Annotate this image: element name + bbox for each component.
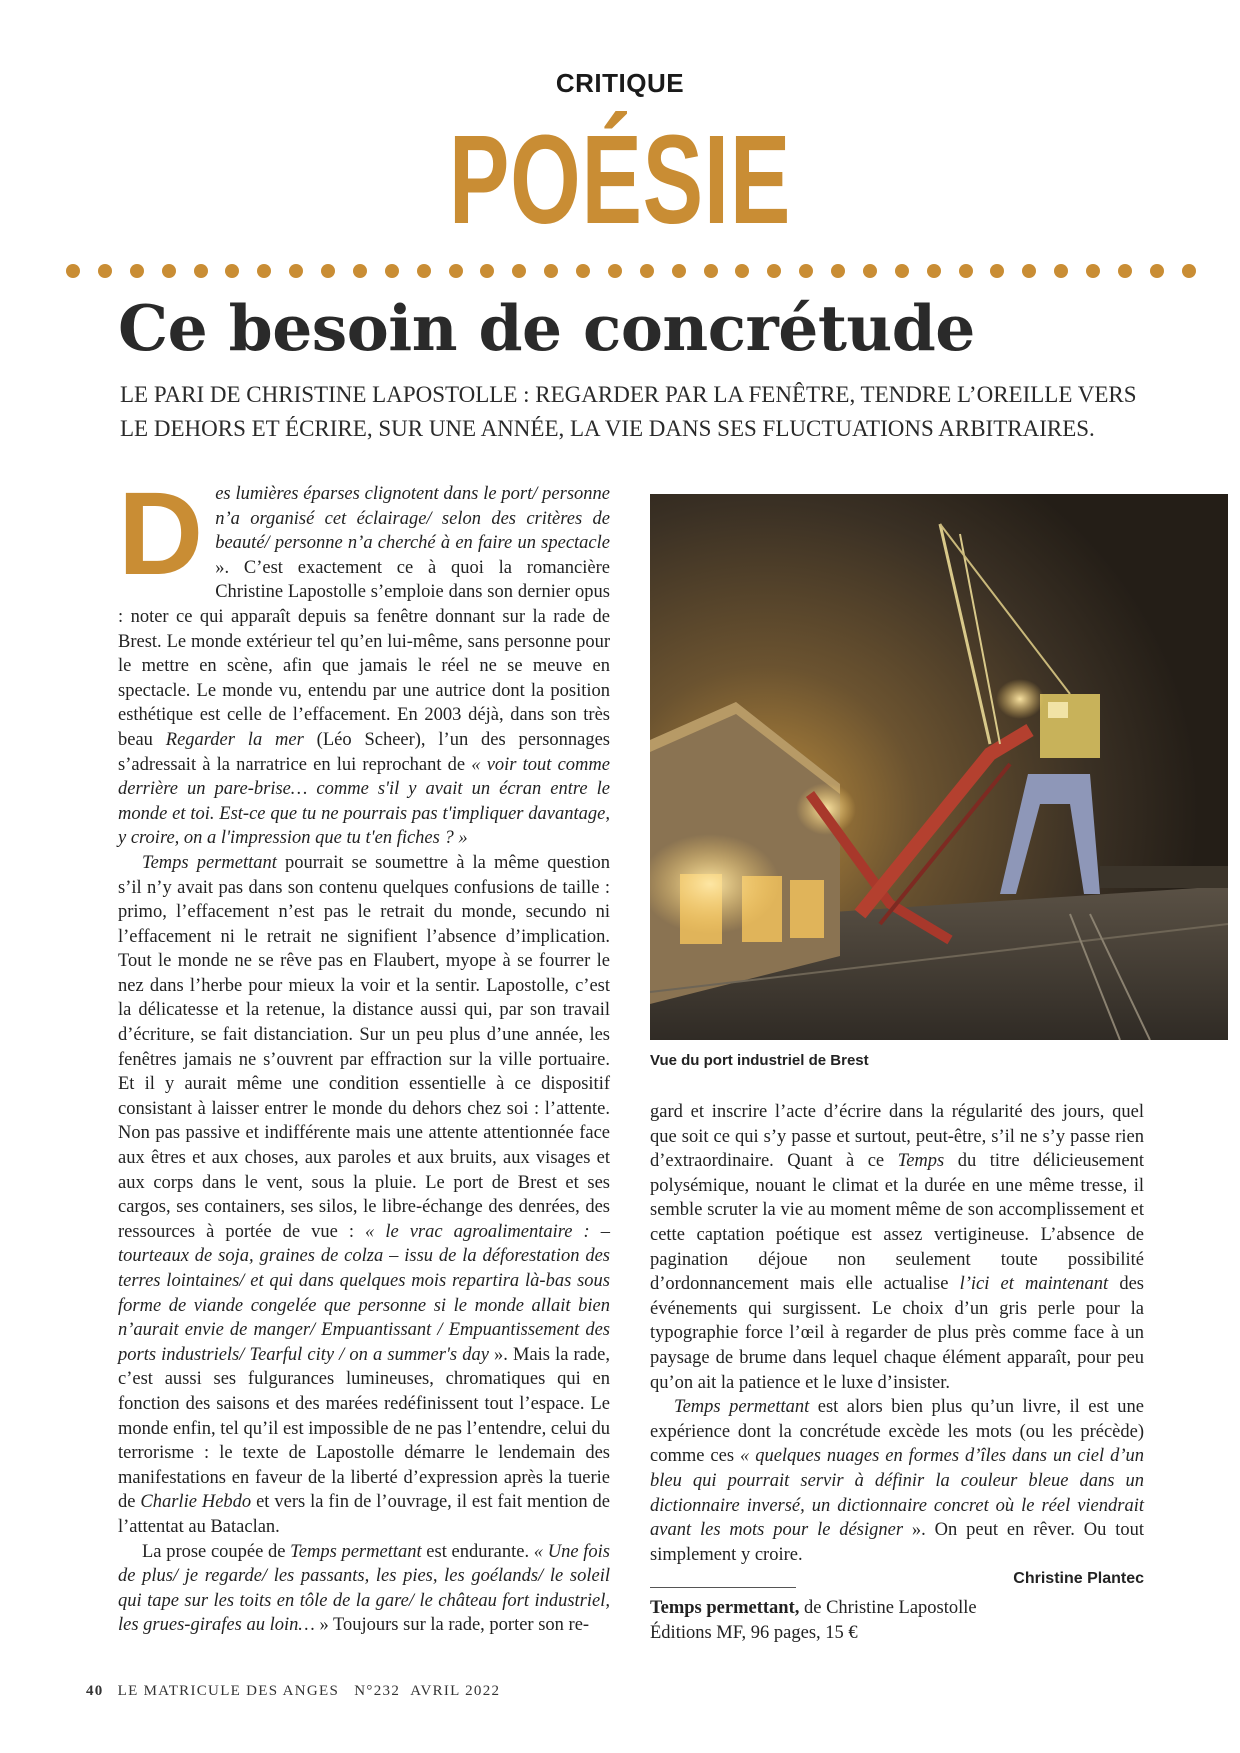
- divider-dot: [162, 264, 176, 278]
- page-number: 40: [86, 1683, 104, 1699]
- divider-dot: [640, 264, 654, 278]
- text-run: ». Mais la rade, c’est aussi ses fulgurances lumineuses, chromatiques qui en fonction des saisons et des marées redéfinissent tout l’espace. Le monde enfin, tel qu’il est impossible de ne pas l’entendre, celui du terrorisme : le texte de Lapostolle démarre le lendemain des manifestations en faveur de la liberté d’expression après la tuerie de: [118, 1344, 611, 1513]
- book-publisher: Éditions MF, 96 pages, 15 €: [650, 1623, 858, 1643]
- divider-dot: [1150, 264, 1164, 278]
- book-info: [650, 1596, 1144, 1646]
- divider-dot: [959, 264, 973, 278]
- divider-dot: [1022, 264, 1036, 278]
- photo-caption: Vue du port industriel de Brest: [650, 1052, 869, 1069]
- dotted-divider: [66, 264, 1196, 278]
- divider-dot: [1086, 264, 1100, 278]
- divider-dot: [321, 264, 335, 278]
- text-run: (Léo Scheer), l’un des personnages s’adressait à la narratrice en lui reprochant de: [118, 729, 610, 775]
- standfirst-line-2: LE DEHORS ET ÉCRIRE, SUR UNE ANNÉE, LA VIE DANS SES FLUCTUATIONS ARBITRAIRES.: [120, 416, 1095, 441]
- text-run: » Toujours sur la rade, porter son re-: [314, 1615, 590, 1636]
- rubric: CRITIQUE: [555, 68, 685, 98]
- italic-run: « voir tout comme derrière un pare-brise… comme s'il y avait un écran entre le monde et toi. Est-ce que tu ne pourrais pas t'impliquer davantage, y croire, on a l'impression que tu t'en fiches ? »: [118, 754, 610, 849]
- divider-dot: [130, 264, 144, 278]
- divider-dot: [385, 264, 399, 278]
- italic-run: « quelques nuages en formes d’îles dans un ciel d’un bleu qui pourrait servir à définir la couleur bleue dans un dictionnaire inversé, un dictionnaire concret où le réel viendrait avant les mots pour le désigner: [650, 1446, 1144, 1541]
- text-run: pourrait se soumettre à la même question s’il n’y avait pas dans son contenu quelques confusions de taille : primo, l’effacement n’est pas le retrait du monde, secundo ni l’effacement ni le retrait ne signifient l’absence d’implication. Tout le monde ne se rêve pas en Flaubert, myope à se fourrer le nez dans l’herbe pour mieux la voir et la sentir. Lapostolle, c’est la délicatesse et la retenue, la distance aussi qui, par son travail d’écriture, se fait distanciation. Sur un peu plus d’une année, les fenêtres jamais ne s’ouvrent par effraction sur la ville portuaire. Et il y aurait même une condition essentielle à ce dispositif consistant à laisser entrer le monde du dehors chez soi : l’attente. Non pas passive et indifférente mais une attente attentionnée face aux êtres et aux choses, aux paroles et aux bruits, aux visages et aux corps dans le vent, sous la pluie. Le port de Brest et ses cargos, ses containers, ses silos, le libre-échange des denrées, des ressources à portée de vue :: [118, 852, 610, 1242]
- text-run: ». C’est exactement ce à quoi la romancière Christine Lapostolle s’emploie dans son dernier opus : noter ce qui apparaît depuis sa fenêtre donnant sur la rade de Brest. Le monde extérieur tel qu’en lui-même, sans personne pour le mettre en scène, afin que jamais le réel ne se meuve en spectacle. Le monde vu, entendu par une autrice dont la position esthétique est celle de l’effacement. En 2003 déjà, dans son très beau: [118, 557, 610, 750]
- divider-dot: [544, 264, 558, 278]
- divider-dot: [1118, 264, 1132, 278]
- divider-dot: [831, 264, 845, 278]
- paragraph-2: [118, 851, 610, 1540]
- book-title: Temps permettant,: [650, 1598, 800, 1618]
- book-title-line: [650, 1596, 1144, 1621]
- page-footer: [86, 1683, 500, 1700]
- text-run: gard et inscrire l’acte d’écrire dans la régularité des jours, quel que soit ce qui s’y passe et surtout, peut-être, s’il ne s’y passe rien d’extraordinaire. Quant à ce: [650, 1102, 1144, 1172]
- divider-dot: [608, 264, 622, 278]
- divider-dot: [767, 264, 781, 278]
- divider-dot: [98, 264, 112, 278]
- photo-brest-port: [650, 494, 1228, 1040]
- standfirst-line-1: LE PARI DE CHRISTINE LAPOSTOLLE : REGARDER PAR LA FENÊTRE, TENDRE L’OREILLE VERS: [120, 382, 1137, 407]
- divider-dot: [512, 264, 526, 278]
- divider-dot: [1182, 264, 1196, 278]
- book-info-rule: [650, 1587, 796, 1588]
- divider-dot: [863, 264, 877, 278]
- divider-dot: [799, 264, 813, 278]
- divider-dot: [895, 264, 909, 278]
- paragraph-1: [118, 468, 610, 851]
- magazine-name: LE MATRICULE DES ANGES: [117, 1683, 340, 1699]
- drop-cap: D: [118, 468, 204, 600]
- article-column-left: [118, 468, 611, 1638]
- italic-run: l’ici et maintenant: [959, 1274, 1109, 1295]
- article-column-right: [650, 1100, 1144, 1592]
- divider-dot: [194, 264, 208, 278]
- text-run: et vers la fin de l’ouvrage, il est fait mention de l’attentat au Bataclan.: [118, 1492, 610, 1537]
- text-run: ». On peut en rêver. Ou tout simplement y croire.: [650, 1520, 1144, 1565]
- italic-run: « le vrac agroalimentaire : – tourteaux de soja, graines de colza – issu de la déforestation des terres lointaines/ et qui dans quelques mois repartira là-bas sous forme de viande congelée que personne si le monde allait bien n’aurait envie de manger/ Empuantissant / Empuantissement des ports industriels/ Tearful city / on a summer's day: [118, 1221, 610, 1365]
- divider-dot: [257, 264, 271, 278]
- divider-dot: [417, 264, 431, 278]
- text-run: du titre délicieusement polysémique, nouant le climat et la durée en une même tresse, il semble scruter la vie au moment même de son accomplissement et cette captation poétique est assez vertigineuse. L’absence de pagination déjoue non seulement toute possibilité d’ordonnancement mais elle actualise: [650, 1151, 1144, 1295]
- text-run: La prose coupée de: [142, 1541, 291, 1562]
- italic-run: « Une fois de plus/ je regarde/ les passants, les pies, les goélands/ le soleil qui tape sur les toits en tôle de la gare/ le château fort industriel, les grues-girafes au loin…: [118, 1541, 610, 1636]
- text-run: est endurante.: [421, 1541, 534, 1562]
- issue-date: AVRIL 2022: [410, 1683, 501, 1699]
- italic-run: Charlie Hebdo: [140, 1492, 252, 1513]
- divider-dot: [735, 264, 749, 278]
- italic-run: Temps permettant: [674, 1397, 810, 1418]
- divider-dot: [927, 264, 941, 278]
- text-run: est alors bien plus qu’un livre, il est une expérience dont la concrétude excède les mots (ou les précède) comme ces: [650, 1397, 1144, 1467]
- divider-dot: [66, 264, 80, 278]
- text-run: des événements qui surgissent. Le choix d’un gris perle pour la typographie force l’œil à regarder de plus près comme face à un paysage de brume dans lequel chaque élément apparaît, pour peu qu’on ait la patience et le luxe d’insister.: [650, 1274, 1144, 1393]
- italic-run: Temps permettant: [142, 852, 277, 873]
- divider-dot: [1054, 264, 1068, 278]
- port-night-photo: [650, 494, 1228, 1040]
- italic-run: Temps: [897, 1151, 945, 1172]
- headline: Ce besoin de concrétude: [118, 291, 975, 365]
- italic-run: es lumières éparses clignotent dans le port/ personne n’a organisé cet éclairage/ selon des critères de beauté/ personne n’a cherché à en faire un spectacle: [215, 484, 610, 554]
- section-title: POÉSIE: [448, 109, 792, 250]
- paragraph-3: [118, 1540, 610, 1638]
- paragraph-5: [650, 1395, 1144, 1567]
- standfirst: [120, 378, 1160, 446]
- divider-dot: [449, 264, 463, 278]
- divider-dot: [672, 264, 686, 278]
- divider-dot: [480, 264, 494, 278]
- divider-dot: [990, 264, 1004, 278]
- divider-dot: [225, 264, 239, 278]
- divider-dot: [289, 264, 303, 278]
- divider-dot: [353, 264, 367, 278]
- paragraph-4: [650, 1100, 1144, 1395]
- italic-run: Temps permettant: [290, 1541, 422, 1562]
- book-author: de Christine Lapostolle: [799, 1598, 977, 1618]
- divider-dot: [576, 264, 590, 278]
- divider-dot: [704, 264, 718, 278]
- issue-number: N°232: [354, 1683, 401, 1699]
- author-signature: Christine Plantec: [1013, 1570, 1144, 1588]
- italic-run: Regarder la mer: [165, 729, 304, 750]
